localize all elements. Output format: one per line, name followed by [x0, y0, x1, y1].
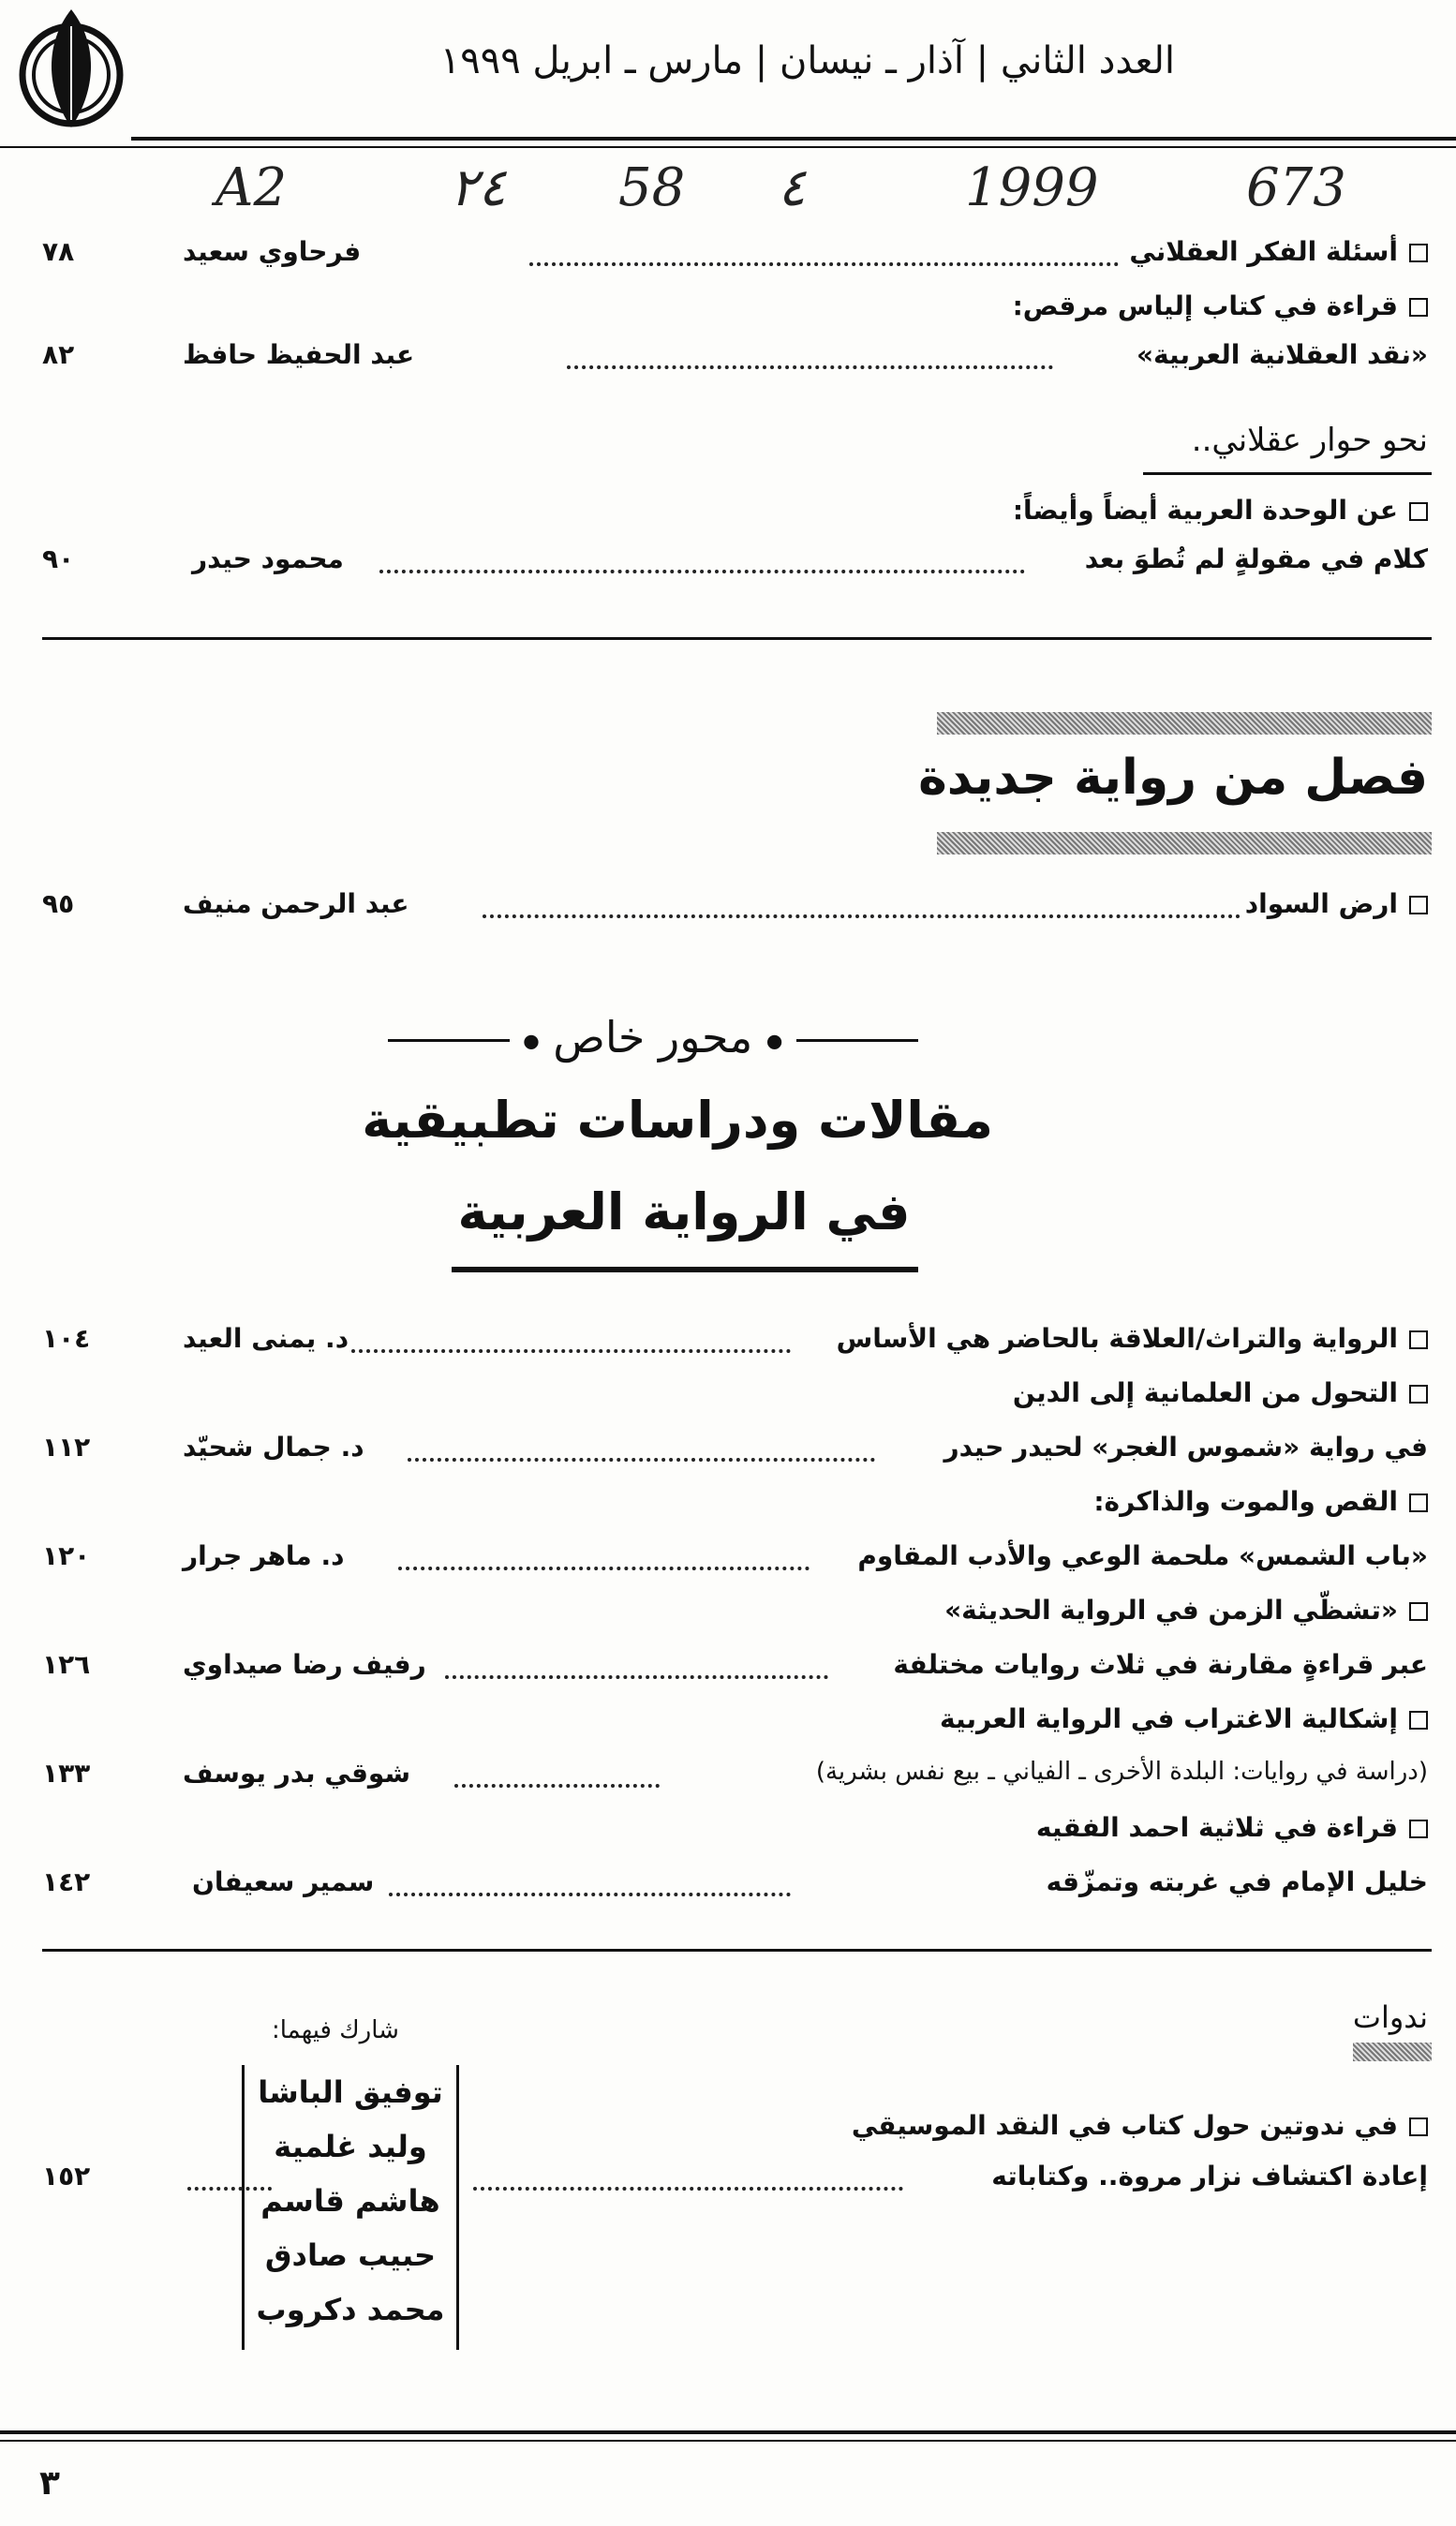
page-number: ٣ [39, 2464, 60, 2503]
footer-rule-thin [0, 2440, 1456, 2442]
title-underline [452, 1267, 918, 1272]
checkbox-icon [1409, 1602, 1428, 1621]
toc-entry: ارض السواد عبد الرحمن منيف ٩٥ [42, 888, 1428, 935]
special-kicker: ● محور خاص ● [450, 1012, 918, 1062]
checkbox-icon [1409, 1820, 1428, 1838]
toc-entry: كلام في مقولةٍ لم تُطوَ بعد محمود حيدر ٩٠ [42, 543, 1428, 574]
toc-entry: أسئلة الفكر العقلاني فرحاوي سعيد ٧٨ [42, 236, 1428, 283]
toc-entry: عبر قراءةٍ مقارنة في ثلاث روايات مختلفة رفيف رضا صيداوي ١٢٦ [42, 1649, 1428, 1680]
participant: حبيب صادق [264, 2237, 437, 2273]
special-title-1: مقالات ودراسات تطبيقية [362, 1091, 993, 1150]
toc-entry: إشكالية الاغتراب في الرواية العربية [42, 1703, 1428, 1750]
participant: محمد دكروب [256, 2292, 445, 2327]
participant: توفيق الباشا [258, 2074, 443, 2110]
shaded-band [1353, 2043, 1432, 2061]
section-divider [42, 637, 1432, 640]
checkbox-icon [1409, 502, 1428, 521]
checkbox-icon [1409, 896, 1428, 914]
checkbox-icon [1409, 1330, 1428, 1349]
handwritten-marks: A2 ٢٤ 58 ٤ 1999 673 [215, 157, 1346, 218]
special-title-2: في الرواية العربية [457, 1182, 911, 1241]
checkbox-icon [1409, 1711, 1428, 1730]
participant: وليد غلمية [274, 2129, 427, 2164]
header-rule-thin [0, 146, 1456, 148]
section-divider [42, 1949, 1432, 1952]
checkbox-icon [1409, 2117, 1428, 2136]
leaf-logo-icon [17, 7, 127, 129]
seminar-entry: في ندوتين حول كتاب في النقد الموسيقي [42, 2110, 1428, 2157]
participants-box [242, 2065, 459, 2350]
seminar-entry: إعادة اكتشاف نزار مروة.. وكتاباته ١٥٢ [42, 2161, 1428, 2192]
checkbox-icon [1409, 1385, 1428, 1404]
section-heading-novel: فصل من رواية جديدة [918, 750, 1428, 806]
toc-entry: التحول من العلمانية إلى الدين [42, 1377, 1428, 1424]
section-heading-dialogue: نحو حوار عقلاني.. [1191, 422, 1428, 459]
toc-entry: قراءة في كتاب إلياس مرقص: [42, 290, 1428, 337]
logo [17, 7, 127, 129]
toc-entry: «نقد العقلانية العربية» عبد الحفيظ حافظ ٨٢ [42, 339, 1428, 370]
toc-entry: القص والموت والذاكرة: [42, 1486, 1428, 1533]
shaded-band [937, 832, 1432, 854]
toc-entry: في رواية «شموس الغجر» لحيدر حيدر د. جمال شحيّد ١١٢ [42, 1432, 1428, 1463]
section-heading-seminars: ندوات [1352, 1999, 1428, 2035]
toc-entry: (دراسة في روايات: البلدة الأخرى ـ الفياني ـ بيع نفس بشرية) شوقي بدر يوسف ١٣٣ [42, 1758, 1428, 1789]
checkbox-icon [1409, 244, 1428, 262]
toc-entry: «باب الشمس» ملحمة الوعي والأدب المقاوم د. ماهر جرار ١٢٠ [42, 1540, 1428, 1571]
toc-entry: قراءة في ثلاثية احمد الفقيه [42, 1812, 1428, 1859]
heading-underline [1143, 472, 1432, 475]
toc-entry: خليل الإمام في غربته وتمزّقه سمير سعيفان ١٤٢ [42, 1866, 1428, 1897]
issue-header: العدد الثاني | آذار ـ نيسان | مارس ـ ابريل ١٩٩٩ [439, 39, 1175, 82]
toc-entry: الرواية والتراث/العلاقة بالحاضر هي الأساس د. يمنى العيد ١٠٤ [42, 1323, 1428, 1370]
participants-label: شارك فيهما: [272, 2016, 399, 2044]
shaded-band [937, 712, 1432, 735]
footer-rule-thick [0, 2430, 1456, 2434]
checkbox-icon [1409, 1493, 1428, 1512]
header-rule-thick [131, 137, 1456, 141]
participant: هاشم قاسم [260, 2183, 440, 2219]
toc-entry: «تشظّي الزمن في الرواية الحديثة» [42, 1595, 1428, 1642]
toc-entry: عن الوحدة العربية أيضاً وأيضاً: [42, 495, 1428, 542]
checkbox-icon [1409, 298, 1428, 317]
